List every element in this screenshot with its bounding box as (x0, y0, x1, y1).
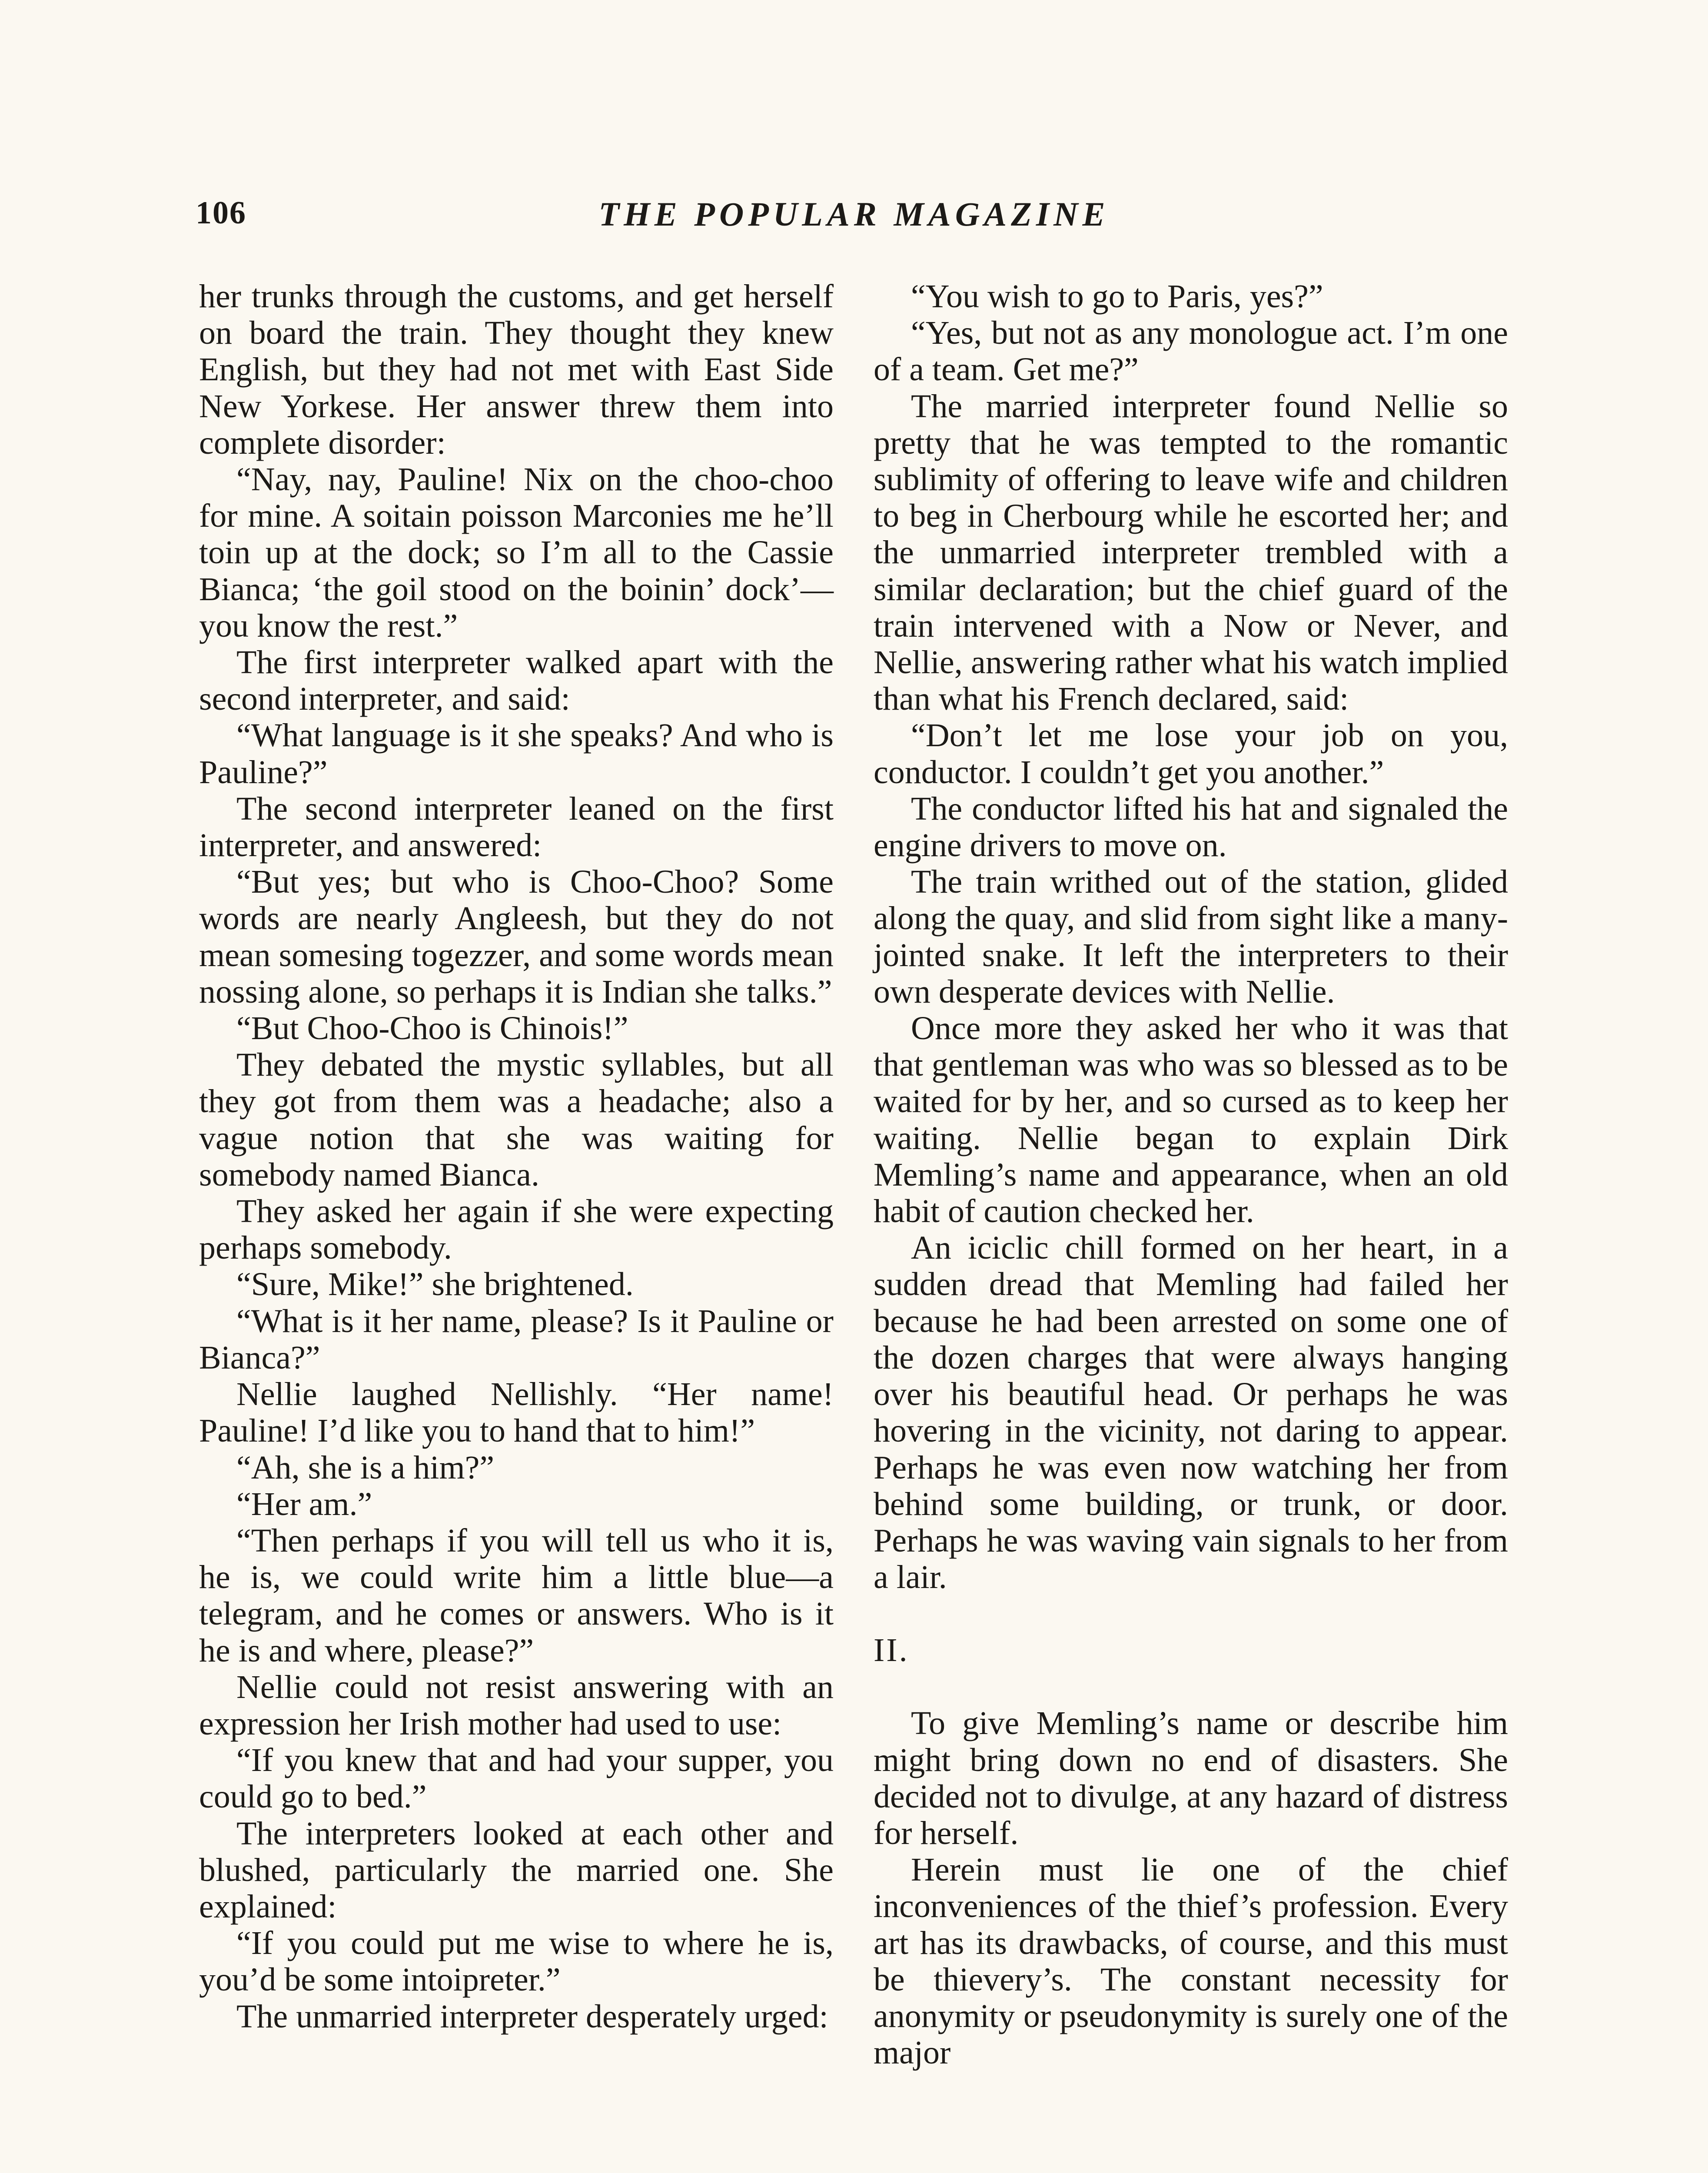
left-column (199, 278, 834, 2035)
paragraph: “You wish to go to Paris, yes?” (911, 278, 1323, 315)
paragraph: To give Memling’s name or describe him might bring down no end of disasters. She decided not to divulge, at any hazard of distress for herself. (874, 1705, 1508, 1851)
paragraph: Herein must lie one of the chief inconveniences of the thief’s profession. Every art has its drawbacks, of course, and this must be thievery’s. The constant necessity for anonymity or pseudonymity is surely one of the major (874, 1851, 1508, 2071)
paragraph: The married interpreter found Nellie so pretty that he was tempted to the romantic sublimity of offering to leave wife and children to beg in Cherbourg while he escorted her; and the unmarried interpreter trembled with a similar declaration; but the chief guard of the train intervened with a Now or Never, and Nellie, answering rather what his watch implied than what his French declared, said: (874, 388, 1508, 718)
running-head (196, 195, 1512, 243)
paragraph: “If you knew that and had your supper, you could go to bed.” (199, 1742, 834, 1815)
paragraph: The first interpreter walked apart with the second interpreter, and said: (199, 644, 834, 718)
paragraph: “Don’t let me lose your job on you, conductor. I couldn’t get you another.” (874, 717, 1508, 791)
paragraph: They asked her again if she were expecting perhaps somebody. (199, 1193, 834, 1266)
paragraph: “Yes, but not as any monologue act. I’m one of a team. Get me?” (874, 315, 1508, 388)
paragraph: “Nay, nay, Pauline! Nix on the choo-choo for mine. A soitain poisson Marconies me he’ll toin up at the dock; so I’m all to the Cassie Bianca; ‘the goil stood on the boinin’ dock’—you know the rest.” (199, 461, 834, 644)
page-number: 106 (196, 195, 246, 231)
right-column (874, 278, 1508, 2071)
paragraph: The train writhed out of the station, glided along the quay, and slid from sight like a many-jointed snake. It left the interpreters to their own desperate devices with Nellie. (874, 864, 1508, 1010)
paragraph: An iciclic chill formed on her heart, in a sudden dread that Memling had failed her because he had been arrested on some one of the dozen charges that were always hanging over his beautiful head. Or perhaps he was hovering in the vicinity, not daring to appear. Perhaps he was even now watching her from behind some building, or trunk, or door. Perhaps he was waving vain signals to her from a lair. (874, 1229, 1508, 1596)
paragraph: “If you could put me wise to where he is, you’d be some intoipreter.” (199, 1925, 834, 1998)
paragraph: The unmarried interpreter desperately urged: (236, 1998, 828, 2035)
paragraph: Nellie laughed Nellishly. “Her name! Pauline! I’d like you to hand that to him!” (199, 1376, 834, 1449)
paragraph: They debated the mystic syllables, but all they got from them was a headache; also a vague notion that she was waiting for somebody named Bianca. (199, 1047, 834, 1193)
paragraph: “What language is it she speaks? And who is Pauline?” (199, 717, 834, 791)
paragraph: “Then perhaps if you will tell us who it is, he is, we could write him a little blue—a telegram, and he comes or answers. Who is it he is and where, please?” (199, 1522, 834, 1669)
magazine-title: THE POPULAR MAGAZINE (598, 195, 1110, 233)
paragraph: “Sure, Mike!” she brightened. (236, 1266, 634, 1303)
paragraph: The second interpreter leaned on the first interpreter, and answered: (199, 790, 834, 864)
paragraph: her trunks through the customs, and get herself on board the train. They thought they knew English, but they had not met with East Side New Yorkese. Her answer threw them into complete disorder: (199, 278, 834, 461)
paragraph: “But Choo-Choo is Chinois!” (236, 1010, 628, 1047)
paragraph: The interpreters looked at each other and blushed, particularly the married one. She explained: (199, 1815, 834, 1925)
paragraph: Nellie could not resist answering with an expression her Irish mother had used to use: (199, 1668, 834, 1742)
paragraph: “But yes; but who is Choo-Choo? Some words are nearly Angleesh, but they do not mean somesing togezzer, and some words mean nossing alone, so perhaps it is Indian she talks.” (199, 864, 834, 1010)
paragraph: “Ah, she is a him?” (236, 1449, 495, 1486)
paragraph: Once more they asked her who it was that that gentleman was who was so blessed as to be waited for by her, and so cursed as to keep her waiting. Nellie began to explain Dirk Memling’s name and appearance, when an old habit of caution checked her. (874, 1010, 1508, 1230)
section-heading: II. (874, 1632, 909, 1669)
paragraph: “Her am.” (236, 1485, 372, 1522)
paragraph: “What is it her name, please? Is it Pauline or Bianca?” (199, 1302, 834, 1376)
paragraph: The conductor lifted his hat and signaled the engine drivers to move on. (874, 790, 1508, 864)
